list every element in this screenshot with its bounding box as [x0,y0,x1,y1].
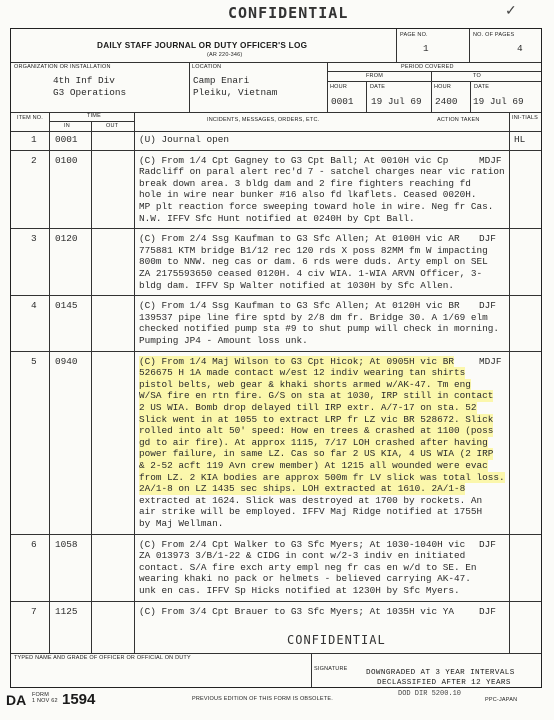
time-in: 0145 [55,300,78,312]
to-date-value: 19 Jul 69 [473,96,524,107]
previous-edition-note: PREVIOUS EDITION OF THIS FORM IS OBSOLETE. [192,696,333,702]
incident-line: pistol belts, web gear & khaki shorts armed w/AK-47. Tm eng [139,378,471,390]
to-label: TO [473,73,481,79]
time-out-label: OUT [106,123,119,129]
form-title: DAILY STAFF JOURNAL OR DUTY OFFICER'S LOG [97,41,308,50]
incident-line: power failure, in same LZ. Cas so far 2 US KIA, 4 US WIA (2 IRP [139,448,494,460]
incident-line: (C) From 1/4 Ssg Kaufman to G3 Sfc Allen; At 0120H vic BR [139,300,460,312]
incident-line: MP plt reaction force sweeping toward hole in wire. Neg fr Cas. [139,201,494,212]
incident-line: (C) From 2/4 Ssg Kaufman to G3 Sfc Allen; At 0100H vic AR [139,233,460,245]
incident-line: by Maj Wellman. [139,518,224,529]
time-in: 1058 [55,538,78,550]
incident-line: ZA 2175593650 ceased 0120H. 4 civ WIA. 1-WIA ARVN Officer, 3- [139,268,483,279]
time-in: 0120 [55,233,78,245]
downgrade-line-2: DECLASSIFIED AFTER 12 YEARS [377,679,511,687]
period-covered-label: PERIOD COVERED [401,64,454,70]
organization-label: ORGANIZATION OR INSTALLATION [14,64,111,70]
entry-separator [11,534,541,535]
form-date-label: 1 NOV 62 [32,698,58,704]
incident-line: Slick went in at 1055 to extract LRP fr LZ vic BR 528672. Slick [139,413,494,425]
action-initials: MDJF [479,154,502,166]
page-no-label: PAGE NO. [400,32,428,38]
incident-line: 775881 KTM bridge B1/12 rec 120 rds X poss 82MM fm W impacting [139,244,488,256]
time-in-label: IN [64,123,70,129]
incident-line: extracted at 1624. Slick was destroyed at 1700 by rockets. An [139,494,483,506]
item-no-label: ITEM NO. [16,115,44,121]
downgrade-line-1: DOWNGRADED AT 3 YEAR INTERVALS [366,669,515,677]
item-number: 7 [31,605,37,617]
item-number: 4 [31,300,37,312]
no-of-pages-label: NO. OF PAGES [473,32,515,38]
classification-stamp-top: CONFIDENTIAL [228,4,349,22]
from-date-label: DATE [370,84,386,90]
from-hour-label: HOUR [330,84,347,90]
incident-line: Pumping JP4 - Amount loss unk. [139,335,308,346]
time-in: 0940 [55,355,78,367]
incidents-label: INCIDENTS, MESSAGES, ORDERS, ETC. [207,117,320,123]
incident-line: air strike will be employed. IFFV Maj Ridge notified at 1755H [139,506,483,518]
to-date-label: DATE [474,84,490,90]
typed-name-label: TYPED NAME AND GRADE OF OFFICER OR OFFICIAL ON DUTY [14,655,191,661]
incident-line: (C) From 1/4 Cpt Gagney to G3 Cpt Ball; At 0010H vic Cp [139,154,449,166]
incident-line: (C) From 3/4 Cpt Brauer to G3 Sfc Myers; At 1035H vic YA [139,605,455,617]
incident-line: 800m to NNW. neg cas or dam. 6 rds were duds. Arty empl on SEL [139,256,488,268]
page-no-value: 1 [423,43,429,54]
action-initials: DJF [479,605,496,617]
incident-line: ZA 013973 3/B/1-22 & CIDG in cont w/2-3 indiv en initiated [139,550,466,562]
item-number: 1 [31,134,37,145]
action-initials: DJF [479,300,496,312]
initials-label: INI-TIALS [512,115,538,121]
item-number: 5 [31,355,37,367]
incident-line: unk en cas. IFFV Sp Hicks notified at 1230H by Sfc Myers. [139,585,460,596]
form-id-da: DA [6,692,27,708]
incident-line: rolled into alt 50' speed: How en trees & crashed at 1100 (poss [139,425,494,437]
location-label: LOCATION [192,64,222,70]
item-number: 3 [31,233,37,245]
action-initials: MDJF [479,355,502,367]
entry-separator [11,150,541,151]
item-number: 2 [31,154,37,166]
classification-stamp-bottom: CONFIDENTIAL [287,633,386,647]
incident-line: hole in wire near bunker #16 also fd lkaflets. Ceased 0020H. [139,189,477,201]
incident-line: N.W. IFFV Sfc Hunt notified at 0240H by Cpt Ball. [139,212,415,224]
organization-line-2: G3 Operations [53,87,127,98]
entry-separator [11,295,541,296]
incident-line: checked notified pump sta #9 to shut pump will check in morning. [139,323,500,335]
form-id-label [32,692,58,704]
incident-line: 526675 H 1A made contact w/est 12 indiv wearing tan shirts [139,367,466,379]
to-hour-value: 2400 [435,96,458,107]
checkmark-mark: ✓ [505,2,517,18]
initials: HL [514,134,526,145]
incident-line: Radcliff on paral alert rec'd 7 - satchel charges near vic ration [139,166,505,178]
to-hour-label: HOUR [434,84,451,90]
location-line-1: Camp Enari [193,75,250,86]
incident-line: 2A/1-8 on LZ 1435 sec ships. LOH extracted at 1610. 2A/1-8 [139,483,466,495]
incident-line: (C) From 2/4 Cpt Walker to G3 Sfc Myers; At 1030-1040H vic [139,538,466,550]
action-initials: DJF [479,233,496,245]
no-of-pages-value: 4 [517,43,523,54]
incident-line: contact. S/A fire exch arty empl neg fr cas en w/d to SE. En [139,561,477,573]
entry-separator [11,351,541,352]
from-date-value: 19 Jul 69 [371,96,422,107]
time-in: 1125 [55,605,78,617]
incident-line: from LZ. 2 KIA bodies are approx 500m fr LV slick was total loss. [139,471,505,483]
incident-line: 139537 pipe line fire sptd by 2/8 dm fr. Bridge 30. A 1/69 elm [139,311,488,323]
entry-separator [11,228,541,229]
incident-line: bldg dam. IFFV Sp Walter notified at 1030H by Sfc Allen. [139,279,455,291]
time-label: TIME [87,113,101,119]
time-in: 0100 [55,154,78,166]
incident-line: gd to air fire). At approx 1115, 7/17 LOH crashed after having [139,436,488,448]
entry-separator [11,601,541,602]
incident-line: & 2-52 acft 119 Avn crew member) At 1215 all wounded were evac [139,460,488,471]
incident-line: (U) Journal open [139,134,230,145]
from-label: FROM [366,73,383,79]
time-in: 0001 [55,134,78,145]
dod-directive: DOD DIR 5200.10 [398,690,462,698]
incident-line: break down area. 3 bldg dam and 2 fire fighters reaching fd [139,177,471,189]
incident-line: W/SA fire en rtn fire. G/S on sta at 1030, IRP still in contact [139,390,494,402]
organization-line-1: 4th Inf Div [53,75,115,86]
form-label: FORM [32,692,49,698]
incident-line: 2 US WIA. Bomb drop delayed till IRP extr. A/7-17 on sta. 52 [139,402,477,413]
from-hour-value: 0001 [331,96,354,107]
journal-form [10,28,542,688]
location-line-2: Pleiku, Vietnam [193,87,278,98]
item-number: 6 [31,538,37,550]
incident-line: wearing khaki no pack or helmets - believed carrying AK-47. [139,573,471,585]
action-taken-label: ACTION TAKEN [437,117,480,123]
incident-line: (C) From 1/4 Maj Wilson to G3 Cpt Hicok; At 0905H vic BR [139,355,455,367]
form-regulation: (AR 220-346) [207,52,243,58]
printer-code: PPC-JAPAN [485,697,518,703]
form-number: 1594 [62,691,96,708]
signature-label: SIGNATURE [314,666,348,672]
action-initials: DJF [479,538,496,550]
